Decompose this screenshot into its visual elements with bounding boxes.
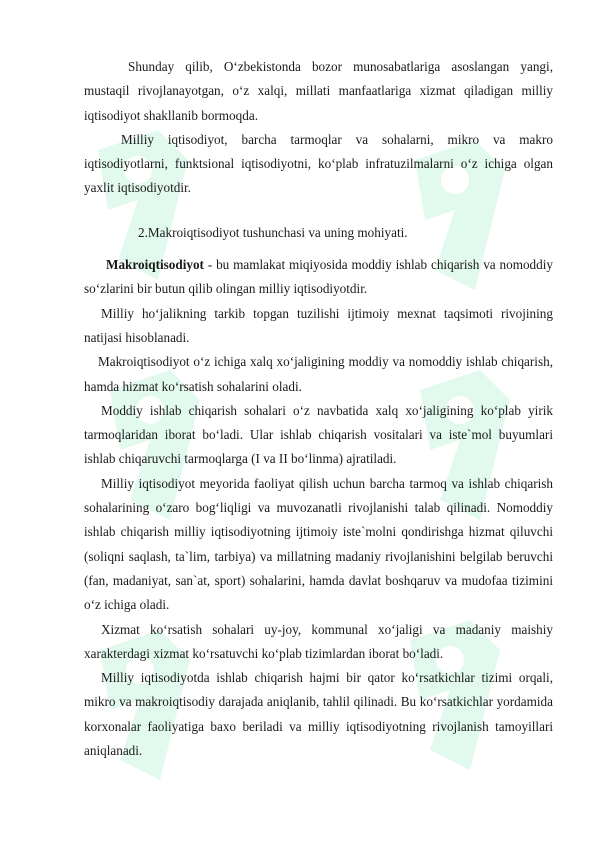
paragraph: Milliy iqtisodiyotda ishlab chiqarish hajmi bir qator ko‘rsatkichlar tizimi orqali, mikro va makroiqtisodiy darajada aniqlanib, tahlil qilinadi. Bu ko‘rsatkichlar yordamida korxonalar faoliyatiga baxo beriladi va milliy iqtisodiyotning rivojlanish tamoyillari aniqlanadi. [84, 670, 553, 759]
term-bold: Makroiqtisodiyot [106, 257, 204, 273]
paragraph: Makroiqtisodiyot o‘z ichiga xalq xo‘jaligining moddiy va nomoddiy ishlab chiqarish, hamda hizmat ko‘rsatish sohalarini oladi. [84, 354, 553, 394]
document-body [84, 55, 553, 763]
paragraph-definition [84, 253, 553, 302]
paragraph: Xizmat ko‘rsatish sohalari uy-joy, kommunal xo‘jaligi va madaniy maishiy xarakterdagi xizmat ko‘rsatuvchi ko‘plab tizimlardan iborat bo‘ladi. [84, 621, 553, 661]
paragraph: Moddiy ishlab chiqarish sohalari o‘z navbatida xalq xo‘jaligining ko‘plab yirik tarmoqlaridan iborat bo‘ladi. Ular ishlab chiqarish vositalari va iste`mol buyumlari ishlab chiqaruvchi tarmoqlarga (I va II bo‘linma) ajratiladi. [84, 402, 553, 467]
paragraph: Milliy iqtisodiyot meyorida faoliyat qilish uchun barcha tarmoq va ishlab chiqarish sohalarining o‘zaro bog‘liqligi va muvozanatli rivojlanishi talab qilinadi. Nomoddiy ishlab chiqarish milliy iqtisodiyotning ijtimoiy iste`molni qondirishga hizmat qiluvchi (soliqni saqlash, ta`lim, tarbiya) va millatning madaniy rivojlanishini belgilab beruvchi (fan, madaniyat, san`at, sport) sohalarini, hamda davlat boshqaruv va mudofaa tizimini o‘z ichiga oladi. [84, 475, 553, 613]
section-heading: 2.Makroiqtisodiyot tushunchasi va uning mohiyati. [138, 224, 408, 240]
paragraph: Shunday qilib, O‘zbekistonda bozor munosabatlariga asoslangan yangi, mustaqil rivojlanayotgan, o‘z xalqi, millati manfaatlariga xizmat qiladigan milliy iqtisodiyot shakllanib bormoqda. [84, 59, 553, 123]
definition-text: - bu mamlakat miqiyosida moddiy ishlab chiqarish va nomoddiy so‘zlarini bir butun qilib olingan milliy iqtisodiyotdir. [84, 257, 553, 297]
paragraph: Milliy iqtisodiyot, barcha tarmoqlar va sohalarni, mikro va makro iqtisodiyotlarni, funktsional iqtisodiyotni, ko‘plab infratuzilmalarni o‘z ichiga olgan yaxlit iqtisodiyotdir. [84, 131, 553, 196]
paragraph: Milliy ho‘jalikning tarkib topgan tuzilishi ijtimoiy mexnat taqsimoti rivojining natijasi hisoblanadi. [84, 305, 553, 345]
